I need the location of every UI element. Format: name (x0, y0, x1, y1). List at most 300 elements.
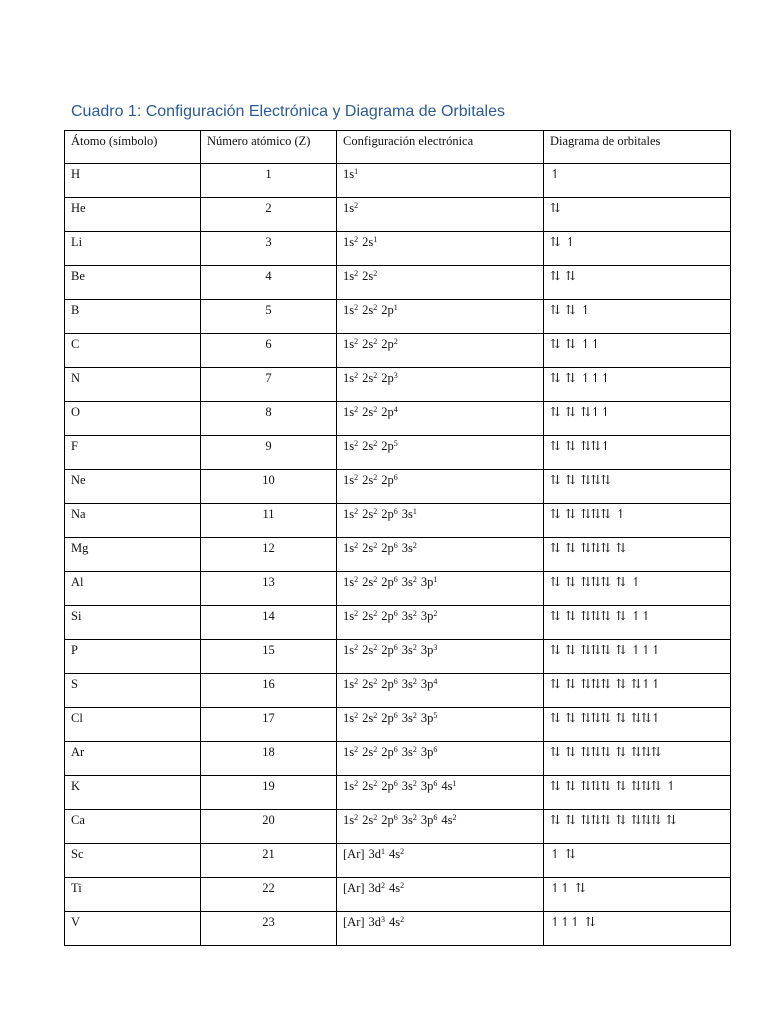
config-electron-count: 6 (393, 609, 398, 618)
config-term (343, 473, 358, 487)
config-orbital: 2s (362, 813, 374, 827)
config-term (421, 677, 438, 691)
table-row (65, 810, 731, 844)
cell-symbol: F (65, 436, 201, 470)
config-orbital: 2s (362, 609, 374, 623)
config-electron-count: 2 (373, 779, 378, 788)
header-atomic-number: Número atómico (Z) (201, 131, 337, 164)
config-electron-count: 2 (400, 915, 405, 924)
cell-symbol: V (65, 912, 201, 946)
table-row (65, 368, 731, 402)
cell-atomic-number: 8 (201, 402, 337, 436)
orbital-arrows: ⇅ ⇅ ⇅⇅⇅ (550, 473, 611, 487)
config-orbital: 2s (362, 235, 374, 249)
orbital-arrows: ⇅ ⇅ ↿ (550, 303, 591, 317)
config-term (362, 745, 377, 759)
config-electron-count: 2 (354, 711, 359, 720)
config-term (343, 371, 358, 385)
config-orbital: 3s (401, 779, 413, 793)
cell-atomic-number: 21 (201, 844, 337, 878)
config-electron-count: 2 (354, 609, 359, 618)
config-orbital: 2p (381, 643, 394, 657)
orbital-arrows: ⇅ ⇅ ⇅⇅⇅ ↿ (550, 507, 626, 521)
config-term (402, 779, 417, 793)
config-term (389, 915, 404, 929)
config-term (441, 813, 456, 827)
config-electron-count: 2 (354, 269, 359, 278)
config-electron-count: 2 (373, 745, 378, 754)
config-electron-count: 2 (373, 303, 378, 312)
cell-symbol: N (65, 368, 201, 402)
table-row (65, 572, 731, 606)
config-electron-count: 2 (354, 507, 359, 516)
config-electron-count: 3 (381, 915, 386, 924)
config-term (381, 371, 398, 385)
cell-configuration (337, 742, 544, 776)
cell-orbital-diagram (544, 572, 731, 606)
orbital-arrows: ⇅ ⇅ ↿↿ (550, 337, 601, 351)
cell-atomic-number: 7 (201, 368, 337, 402)
table-row (65, 844, 731, 878)
config-electron-count: 2 (373, 337, 378, 346)
config-electron-count: 2 (373, 439, 378, 448)
cell-orbital-diagram (544, 538, 731, 572)
table-row (65, 266, 731, 300)
table-header-row (65, 131, 731, 164)
config-term (362, 813, 377, 827)
cell-configuration (337, 912, 544, 946)
config-electron-count: 6 (433, 813, 438, 822)
config-term (343, 303, 358, 317)
page-title: Cuadro 1: Configuración Electrónica y Diagrama de Orbitales (71, 103, 505, 120)
table-body (65, 164, 731, 946)
cell-configuration (337, 504, 544, 538)
cell-symbol: Si (65, 606, 201, 640)
config-electron-count: 6 (393, 575, 398, 584)
cell-symbol: C (65, 334, 201, 368)
config-electron-count: 2 (354, 405, 359, 414)
config-electron-count: 2 (373, 609, 378, 618)
config-orbital: 2s (362, 677, 374, 691)
config-orbital: 2s (362, 779, 374, 793)
config-electron-count: 2 (412, 609, 417, 618)
config-electron-count: 2 (373, 575, 378, 584)
cell-orbital-diagram (544, 368, 731, 402)
cell-configuration (337, 300, 544, 334)
config-orbital: 2s (362, 371, 374, 385)
config-orbital: 2p (381, 609, 394, 623)
cell-symbol: B (65, 300, 201, 334)
config-electron-count: 5 (433, 711, 438, 720)
config-term (402, 541, 417, 555)
config-orbital: 3p (420, 609, 434, 623)
cell-symbol: Na (65, 504, 201, 538)
table-row (65, 878, 731, 912)
cell-atomic-number: 2 (201, 198, 337, 232)
cell-configuration (337, 538, 544, 572)
config-electron-count: 6 (393, 711, 398, 720)
config-term (362, 609, 377, 623)
cell-atomic-number: 17 (201, 708, 337, 742)
config-electron-count: 2 (354, 745, 359, 754)
config-orbital: 3s (401, 575, 413, 589)
config-electron-count: 2 (373, 405, 378, 414)
config-term (402, 507, 417, 521)
config-orbital: 2p (381, 405, 394, 419)
config-orbital: 2p (381, 371, 394, 385)
table-row (65, 912, 731, 946)
config-orbital: 3p (420, 813, 434, 827)
table-row (65, 674, 731, 708)
config-electron-count: 2 (373, 813, 378, 822)
config-term (381, 677, 398, 691)
config-term (343, 541, 358, 555)
config-electron-count: 6 (393, 779, 398, 788)
config-electron-count: 2 (354, 235, 359, 244)
config-term (343, 575, 358, 589)
config-orbital: 3s (401, 745, 413, 759)
config-term (402, 643, 417, 657)
cell-orbital-diagram (544, 334, 731, 368)
config-orbital: 3p (420, 779, 434, 793)
config-electron-count: 6 (393, 745, 398, 754)
cell-atomic-number: 15 (201, 640, 337, 674)
config-orbital: 2p (381, 711, 394, 725)
config-electron-count: 2 (412, 541, 417, 550)
cell-atomic-number: 22 (201, 878, 337, 912)
config-orbital: 1s (343, 541, 355, 555)
cell-orbital-diagram (544, 674, 731, 708)
config-orbital: 2s (362, 269, 374, 283)
config-term (381, 745, 398, 759)
config-orbital: 3s (401, 507, 413, 521)
cell-configuration (337, 198, 544, 232)
config-term (343, 201, 358, 215)
cell-orbital-diagram (544, 266, 731, 300)
config-electron-count: 2 (412, 813, 417, 822)
cell-atomic-number: 20 (201, 810, 337, 844)
config-electron-count: 3 (433, 643, 438, 652)
config-orbital: 2s (362, 711, 374, 725)
config-orbital: 3p (420, 643, 434, 657)
config-term (362, 677, 377, 691)
cell-configuration (337, 232, 544, 266)
config-electron-count: 2 (354, 779, 359, 788)
config-term (362, 473, 377, 487)
config-orbital: 4s (441, 779, 453, 793)
orbital-arrows: ⇅ ⇅ ⇅⇅⇅ ⇅ ⇅↿↿ (550, 677, 661, 691)
config-term (343, 881, 365, 895)
config-term (381, 541, 398, 555)
config-orbital: 1s (343, 405, 355, 419)
cell-configuration (337, 810, 544, 844)
orbital-arrows: ⇅ ⇅ (550, 269, 576, 283)
table-row (65, 402, 731, 436)
cell-atomic-number: 11 (201, 504, 337, 538)
cell-orbital-diagram (544, 878, 731, 912)
config-term (381, 303, 398, 317)
config-term (343, 711, 358, 725)
config-term (421, 609, 438, 623)
config-electron-count: 2 (373, 643, 378, 652)
config-orbital: 3s (401, 609, 413, 623)
config-electron-count: 4 (393, 405, 398, 414)
cell-orbital-diagram (544, 232, 731, 266)
orbital-arrows: ⇅ ⇅ ⇅⇅⇅ ⇅ ↿ (550, 575, 641, 589)
config-orbital: 4s (389, 881, 401, 895)
config-orbital: 1s (343, 609, 355, 623)
config-term (402, 609, 417, 623)
config-term (343, 439, 358, 453)
orbital-arrows: ⇅ ⇅ ⇅⇅⇅ ⇅ ↿↿ (550, 609, 651, 623)
config-term (402, 813, 417, 827)
config-term (421, 575, 438, 589)
config-term (421, 813, 438, 827)
table-row (65, 504, 731, 538)
config-term (441, 779, 456, 793)
config-orbital: 3d (368, 847, 382, 861)
config-orbital: 1s (343, 779, 355, 793)
config-electron-count: 2 (400, 847, 405, 856)
table-row (65, 164, 731, 198)
config-orbital: 3s (401, 643, 413, 657)
cell-symbol: K (65, 776, 201, 810)
config-orbital: 1s (343, 507, 355, 521)
config-term (362, 643, 377, 657)
cell-configuration (337, 708, 544, 742)
table-row (65, 300, 731, 334)
config-electron-count: 3 (393, 371, 398, 380)
cell-orbital-diagram (544, 504, 731, 538)
config-orbital: 1s (343, 813, 355, 827)
config-orbital: 1s (343, 201, 355, 215)
config-term (362, 405, 377, 419)
config-term (343, 745, 358, 759)
config-term (343, 167, 358, 181)
config-term (402, 745, 417, 759)
config-orbital: 2p (381, 473, 394, 487)
cell-symbol: He (65, 198, 201, 232)
table-row (65, 436, 731, 470)
cell-symbol: Ar (65, 742, 201, 776)
config-term (381, 405, 398, 419)
cell-symbol: Cl (65, 708, 201, 742)
config-electron-count: 5 (393, 439, 398, 448)
cell-orbital-diagram (544, 436, 731, 470)
orbital-arrows: ⇅ ⇅ ↿↿↿ (550, 371, 611, 385)
config-electron-count: 1 (373, 235, 378, 244)
cell-symbol: O (65, 402, 201, 436)
cell-atomic-number: 16 (201, 674, 337, 708)
cell-atomic-number: 14 (201, 606, 337, 640)
config-orbital: 3p (420, 711, 434, 725)
config-term (362, 575, 377, 589)
cell-configuration (337, 572, 544, 606)
config-orbital: 3s (401, 813, 413, 827)
config-electron-count: 6 (393, 541, 398, 550)
config-term (362, 541, 377, 555)
config-electron-count: 2 (373, 473, 378, 482)
cell-orbital-diagram (544, 402, 731, 436)
config-electron-count: 2 (433, 609, 438, 618)
config-term (381, 609, 398, 623)
config-electron-count: 1 (381, 847, 386, 856)
orbital-arrows: ⇅ ⇅ ⇅↿↿ (550, 405, 611, 419)
config-orbital: 1s (343, 303, 355, 317)
config-electron-count: 2 (354, 473, 359, 482)
table-row (65, 538, 731, 572)
config-orbital: 3d (368, 915, 382, 929)
config-orbital: 3d (368, 881, 382, 895)
config-term (362, 507, 377, 521)
config-orbital: 2p (381, 779, 394, 793)
cell-symbol: P (65, 640, 201, 674)
cell-atomic-number: 18 (201, 742, 337, 776)
config-orbital: 1s (343, 235, 355, 249)
header-configuration: Configuración electrónica (337, 131, 544, 164)
cell-symbol: S (65, 674, 201, 708)
cell-symbol: Be (65, 266, 201, 300)
orbital-arrows: ⇅ ⇅ ⇅⇅⇅ ⇅ ⇅⇅↿ (550, 711, 661, 725)
config-term (369, 847, 386, 861)
config-orbital: 1s (343, 167, 355, 181)
config-orbital: 2s (362, 337, 374, 351)
config-electron-count: 1 (452, 779, 457, 788)
config-orbital: 2p (381, 541, 394, 555)
electron-configuration-table (64, 130, 731, 946)
orbital-arrows: ↿ ⇅ (550, 847, 576, 861)
table-row (65, 232, 731, 266)
config-electron-count: 6 (393, 677, 398, 686)
cell-symbol: H (65, 164, 201, 198)
config-orbital: 1s (343, 643, 355, 657)
orbital-arrows: ⇅ ⇅ ⇅⇅⇅ ⇅ ↿↿↿ (550, 643, 661, 657)
cell-configuration (337, 164, 544, 198)
config-term (343, 779, 358, 793)
orbital-arrows: ⇅ ⇅ ⇅⇅⇅ ⇅ (550, 541, 626, 555)
cell-orbital-diagram (544, 912, 731, 946)
config-orbital: 2p (381, 507, 394, 521)
config-orbital: 3s (401, 541, 413, 555)
table-row (65, 776, 731, 810)
config-electron-count: 6 (433, 745, 438, 754)
config-orbital: 4s (389, 847, 401, 861)
config-term (343, 337, 358, 351)
config-term (402, 575, 417, 589)
config-electron-count: 1 (354, 167, 359, 176)
config-electron-count: 1 (393, 303, 398, 312)
config-electron-count: 2 (354, 813, 359, 822)
cell-orbital-diagram (544, 708, 731, 742)
config-electron-count: 4 (433, 677, 438, 686)
config-electron-count: 6 (393, 473, 398, 482)
config-term (389, 881, 404, 895)
config-orbital: 3s (401, 677, 413, 691)
config-electron-count: 2 (381, 881, 386, 890)
config-electron-count: 2 (354, 643, 359, 652)
config-electron-count: 2 (373, 269, 378, 278)
cell-atomic-number: 13 (201, 572, 337, 606)
config-electron-count: 2 (412, 677, 417, 686)
config-electron-count: 1 (412, 507, 417, 516)
orbital-arrows: ⇅ ⇅ ⇅⇅⇅ ⇅ ⇅⇅⇅ ⇅ (550, 813, 676, 827)
config-orbital: 2s (362, 643, 374, 657)
config-orbital: [Ar] (343, 881, 365, 895)
config-orbital: 2s (362, 405, 374, 419)
cell-symbol: Mg (65, 538, 201, 572)
config-orbital: 4s (441, 813, 453, 827)
cell-configuration (337, 334, 544, 368)
config-orbital: 2p (381, 337, 394, 351)
config-orbital: 3s (401, 711, 413, 725)
config-electron-count: 2 (354, 371, 359, 380)
config-term (362, 711, 377, 725)
config-orbital: 2s (362, 745, 374, 759)
table-row (65, 708, 731, 742)
orbital-arrows: ⇅ ↿ (550, 235, 576, 249)
config-term (343, 269, 358, 283)
config-term (381, 813, 398, 827)
cell-atomic-number: 3 (201, 232, 337, 266)
orbital-arrows: ⇅ ⇅ ⇅⇅⇅ ⇅ ⇅⇅⇅ ↿ (550, 779, 676, 793)
config-electron-count: 2 (373, 541, 378, 550)
config-electron-count: 2 (452, 813, 457, 822)
config-electron-count: 1 (433, 575, 438, 584)
config-orbital: 1s (343, 745, 355, 759)
cell-symbol: Ne (65, 470, 201, 504)
config-electron-count: 6 (393, 507, 398, 516)
config-orbital: 1s (343, 371, 355, 385)
table-row (65, 640, 731, 674)
config-orbital: 2p (381, 813, 394, 827)
cell-configuration (337, 878, 544, 912)
cell-orbital-diagram (544, 844, 731, 878)
config-term (343, 677, 358, 691)
cell-orbital-diagram (544, 742, 731, 776)
config-orbital: 2s (362, 507, 374, 521)
config-electron-count: 2 (412, 745, 417, 754)
cell-configuration (337, 640, 544, 674)
config-orbital: 2p (381, 677, 394, 691)
cell-symbol: Ti (65, 878, 201, 912)
cell-configuration (337, 266, 544, 300)
config-orbital: 1s (343, 575, 355, 589)
config-term (421, 711, 438, 725)
cell-atomic-number: 5 (201, 300, 337, 334)
config-term (421, 745, 438, 759)
cell-atomic-number: 12 (201, 538, 337, 572)
config-term (381, 643, 398, 657)
config-orbital: 3p (420, 677, 434, 691)
config-orbital: 1s (343, 711, 355, 725)
config-orbital: 1s (343, 337, 355, 351)
cell-atomic-number: 6 (201, 334, 337, 368)
config-electron-count: 6 (393, 643, 398, 652)
config-electron-count: 2 (373, 711, 378, 720)
cell-atomic-number: 10 (201, 470, 337, 504)
cell-configuration (337, 606, 544, 640)
config-orbital: 1s (343, 677, 355, 691)
cell-configuration (337, 368, 544, 402)
config-electron-count: 2 (354, 575, 359, 584)
config-electron-count: 2 (354, 541, 359, 550)
cell-symbol: Li (65, 232, 201, 266)
table-row (65, 606, 731, 640)
config-term (362, 439, 377, 453)
config-electron-count: 2 (373, 371, 378, 380)
header-symbol: Átomo (símbolo) (65, 131, 201, 164)
config-term (362, 269, 377, 283)
